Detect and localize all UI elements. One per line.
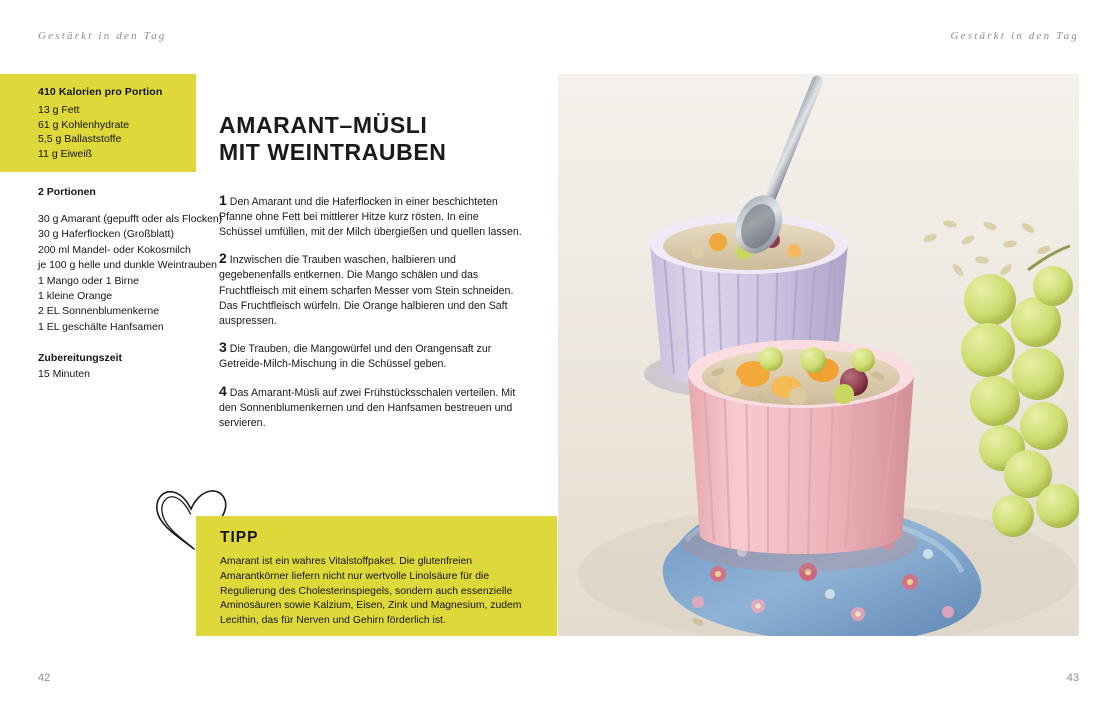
tip-box [196, 516, 557, 636]
page-number-left: 42 [38, 672, 51, 684]
ingredient-item: 30 g Amarant (gepufft oder als Flocken) [38, 213, 223, 225]
ingredient-item: 30 g Haferflocken (Großblatt) [38, 228, 174, 241]
tip-body: Amarant ist ein wahres Vitalstoffpaket. Die glutenfreien Amarantkörner liefern nicht nur wertvolle Linolsäure für die Regulierung des Cholesterinspiegels, sondern auch essenzielle Aminosäuren sowie Kalzium, Eisen, Zink und Magnesium, zudem Lecithin, das für Nerven und Gehirn förderlich ist. [220, 556, 522, 627]
tip-title: TIPP [220, 529, 259, 546]
step-text: Das Amarant-Müsli auf zwei Frühstücksschalen verteilen. Mit den Sonnenblumenkernen und den Hanfsamen bestreuen und servieren. [219, 386, 516, 430]
step-number: 4 [219, 382, 227, 399]
ingredient-item: je 100 g helle und dunkle Weintrauben [38, 259, 218, 272]
step-text: Inzwischen die Trauben waschen, halbieren und gegebenenfalls entkernen. Die Mango schälen und das Fruchtfleisch mit einem scharfen Messer vom Stein schneiden. Das Fruchtfleisch würfeln. Die Orange halbieren und den Saft auspressen. [219, 254, 514, 328]
ingredients-block [38, 186, 228, 380]
recipe-step [219, 251, 524, 329]
ingredient-item: 1 kleine Orange [38, 290, 113, 303]
nutrition-line: 61 g Kohlenhydrate [38, 118, 130, 131]
running-head-left: Gestärkt in den Tag [38, 30, 167, 42]
nutrition-line: 11 g Eiweiß [38, 147, 93, 160]
ingredient-item: 1 EL geschälte Hanfsamen [38, 320, 164, 333]
nutrition-line: 13 g Fett [38, 104, 80, 116]
recipe-step [219, 193, 524, 241]
ingredient-item: 200 ml Mandel- oder Kokosmilch [38, 243, 191, 256]
step-number: 3 [219, 339, 227, 356]
step-number: 1 [219, 191, 227, 208]
step-text: Den Amarant und die Haferflocken in einer beschichteten Pfanne ohne Fett bei mittlerer Hitze kurz rösten. In eine Schüssel umfüllen, mit der Milch übergießen und quellen lassen. [219, 195, 522, 238]
preparation-time-value: 15 Minuten [38, 368, 90, 381]
ingredient-item: 1 Mango oder 1 Birne [38, 274, 139, 287]
recipe-step [219, 340, 524, 372]
nutrition-title: 410 Kalorien pro Portion [38, 86, 163, 98]
nutrition-line: 5,5 g Ballaststoffe [38, 133, 122, 146]
recipe-title-line2: MIT WEINTRAUBEN [219, 139, 447, 165]
ingredient-item: 2 EL Sonnenblumenkerne [38, 305, 160, 318]
step-text: Die Trauben, die Mangowürfel und den Orangensaft zur Getreide-Milch-Mischung in die Schüssel geben. [219, 343, 492, 371]
running-head-right: Gestärkt in den Tag [950, 30, 1079, 42]
step-number: 2 [219, 250, 227, 267]
servings-heading: 2 Portionen [38, 186, 96, 198]
nutrition-box [0, 74, 196, 172]
page-number-right: 43 [1066, 672, 1079, 684]
recipe-title [219, 112, 549, 166]
recipe-title-line1: AMARANT–MÜSLI [219, 112, 428, 138]
recipe-steps [219, 182, 524, 442]
recipe-photo [558, 74, 1079, 636]
recipe-step [219, 384, 524, 432]
preparation-time-heading: Zubereitungszeit [38, 352, 123, 365]
